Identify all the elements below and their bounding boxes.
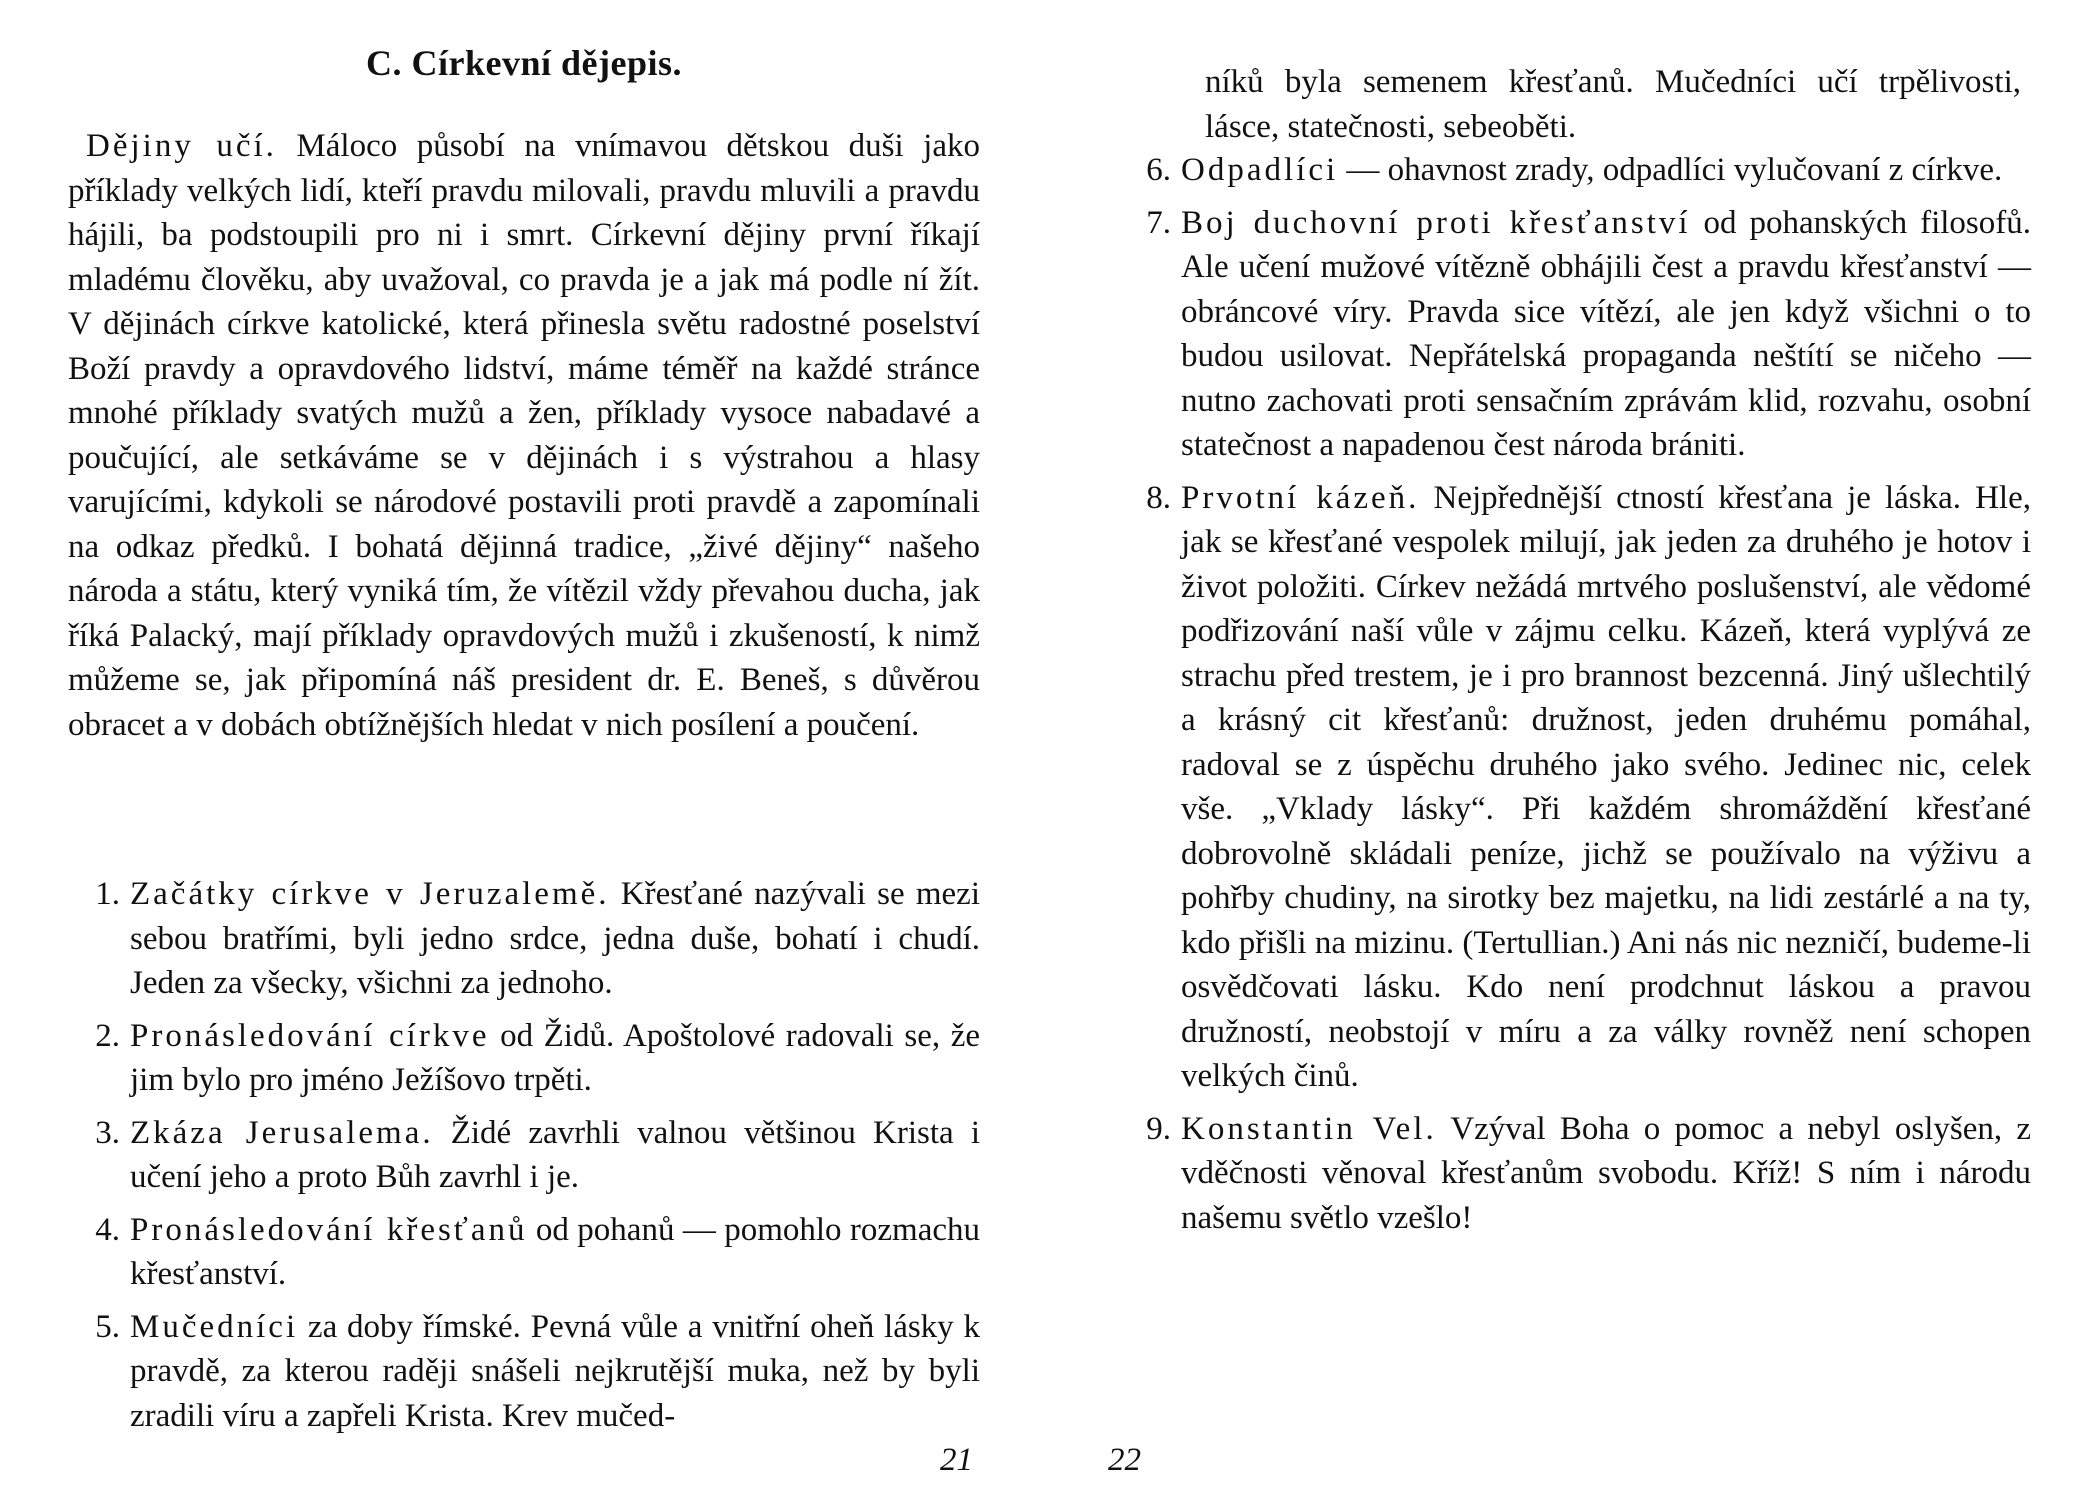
left-item-list <box>68 872 980 1446</box>
intro-paragraph <box>68 124 980 747</box>
item-number: 2. <box>95 1017 120 1054</box>
page-number: 21 <box>940 1442 973 1478</box>
item-number: 8. <box>1146 479 1171 516</box>
item-number: 5. <box>95 1308 120 1345</box>
item-text: Nejpřednější ctností křesťana je láska. Hle, jak se křesťané vespolek milují, jak jeden za druhého je hotov i život položiti. Církev nežádá mrtvého poslušenství, ale vědomé podřizování naší vůle v zájmu celku. Kázeň, která vyplývá ze strachu před trestem, je i pro brannost bezcenná. Jiný ušlechtilý a krásný cit křesťanů: družnost, jeden druhému pomáhal, radoval se z úspěchu druhého jako svého. Jedinec nic, celek vše. „Vklady lásky“. Při každém shromáždění křesťané dobrovolně skládali peníze, jichž se používalo na výživu a pohřby chudiny, na sirotky bez majetku, na lidi zestárlé a na ty, kdo přišli na mizinu. (Tertullian.) Ani nás nic nezničí, budeme-li osvědčovati lásku. Kdo není prodchnut láskou a pravou družností, neobstojí v míru a za války rovněž není schopen velkých činů. <box>1181 479 2032 1094</box>
item-body <box>1181 1107 2031 1241</box>
item-title: Začátky církve v Jeruzalemě. <box>130 876 610 912</box>
item-body <box>130 1014 980 1103</box>
item-number: 9. <box>1146 1110 1171 1147</box>
item-title: Zkáza Jerusalema. <box>130 1114 434 1151</box>
item-number: 1. <box>95 876 120 912</box>
item-title: Odpadlíci <box>1181 152 1339 188</box>
list-item <box>68 1014 980 1103</box>
right-item-list <box>1119 148 2031 1248</box>
list-item <box>68 1111 980 1200</box>
item-body <box>130 1111 980 1200</box>
list-item <box>68 1208 980 1297</box>
list-item <box>1119 201 2031 468</box>
list-item <box>1119 476 2031 1099</box>
item-title: Prvotní kázeň. <box>1181 479 1420 516</box>
list-item <box>68 1305 980 1439</box>
item-text: od Židů. Apoštolové radovali se, že jim bylo pro jméno Ježíšovo trpěti. <box>130 1017 980 1098</box>
item-text: od pohanských filosofů. Ale učení mužové vítězně obhájili čest a pravdu křesťanství — obráncové víry. Pravda sice vítězí, ale jen když všichni o to budou usilovat. Nepřátelská propaganda neštítí se ničeho — nutno zachovati proti sensačním zprávám klid, rozvahu, osobní statečnost a napadenou čest národa brániti. <box>1181 204 2031 463</box>
item-title: Pronásledování křesťanů <box>130 1211 528 1248</box>
item-title: Boj duchovní proti křesťanství <box>1181 204 1691 241</box>
item-number: 3. <box>95 1114 120 1151</box>
item-number: 7. <box>1146 204 1171 241</box>
list-item <box>1119 1107 2031 1241</box>
item-title: Mučedníci <box>130 1308 299 1345</box>
item-body <box>1181 201 2031 468</box>
item-text: Vzýval Boha o pomoc a nebyl oslyšen, z vděčnosti věnoval křesťanům svobodu. Kříž! S ním i národu našemu světlo vzešlo! <box>1181 1110 2031 1236</box>
item-title: Konstantin Vel. <box>1181 1110 1437 1147</box>
intro-lead: Dějiny učí. <box>86 128 277 164</box>
intro-text: Máloco působí na vnímavou dětskou duši jako příklady velkých lidí, kteří pravdu milovali, pravdu mluvili a pravdu hájili, ba podstoupili pro ni i smrt. Církevní dějiny první říkají mladému člověku, aby uvažoval, co pravda je a jak má podle ní žít. V dějinách církve katolické, která přinesla světu radostné poselství Boží pravdy a opravdového lidství, máme téměř na každé stránce mnohé příklady svatých mužů a žen, příklady vysoce nabadavé a poučující, ale setkáváme se v dějinách i s výstrahou a hlasy varujícími, kdykoli se národové postavili proti pravdě a zapomínali na odkaz předků. I bohatá dějinná tradice, „živé dějiny“ našeho národa a státu, který vyniká tím, že vítězil vždy převahou ducha, jak říká Palacký, mají příklady opravdových mužů i zkušeností, k nimž můžeme se, jak připomíná náš president dr. E. Beneš, s důvěrou obracet a v dobách obtížnějších hledat v nich posílení a poučení. <box>68 128 980 743</box>
right-page <box>1041 0 2082 1500</box>
item-text: za doby římské. Pevná vůle a vnitřní oheň lásky k pravdě, za kterou raději snášeli nejkrutější muka, než by byli zradili víru a zapřeli Krista. Krev mučed- <box>130 1308 980 1434</box>
section-heading: C. Církevní dějepis. <box>366 43 682 83</box>
item-body <box>1181 148 2031 193</box>
item-body <box>1181 476 2031 1099</box>
item-text: od pohanů — pomohlo rozmachu křesťanství. <box>130 1211 980 1292</box>
continuation-paragraph: níků byla semenem křesťanů. Mučedníci učí trpělivosti, lásce, statečnosti, sebeoběti. <box>1205 64 2021 145</box>
item-title: Pronásledování církve <box>130 1017 490 1054</box>
item-text: — ohavnost zrady, odpadlíci vylučovaní z církve. <box>1338 152 2003 188</box>
list-item <box>1119 148 2031 193</box>
item-body <box>130 1208 980 1297</box>
list-item <box>68 872 980 1006</box>
item-number: 4. <box>95 1211 120 1248</box>
item-text: Židé zavrhli valnou většinou Krista i učení jeho a proto Bůh zavrhl i je. <box>130 1114 980 1195</box>
item-number: 6. <box>1146 152 1171 188</box>
page-number: 22 <box>1108 1442 1141 1478</box>
item-body <box>130 1305 980 1439</box>
item-body <box>130 872 980 1006</box>
item-text: Křesťané nazývali se mezi sebou bratřími, byli jedno srdce, jedna duše, bohatí i chudí. Jeden za všecky, všichni za jednoho. <box>130 876 980 1001</box>
